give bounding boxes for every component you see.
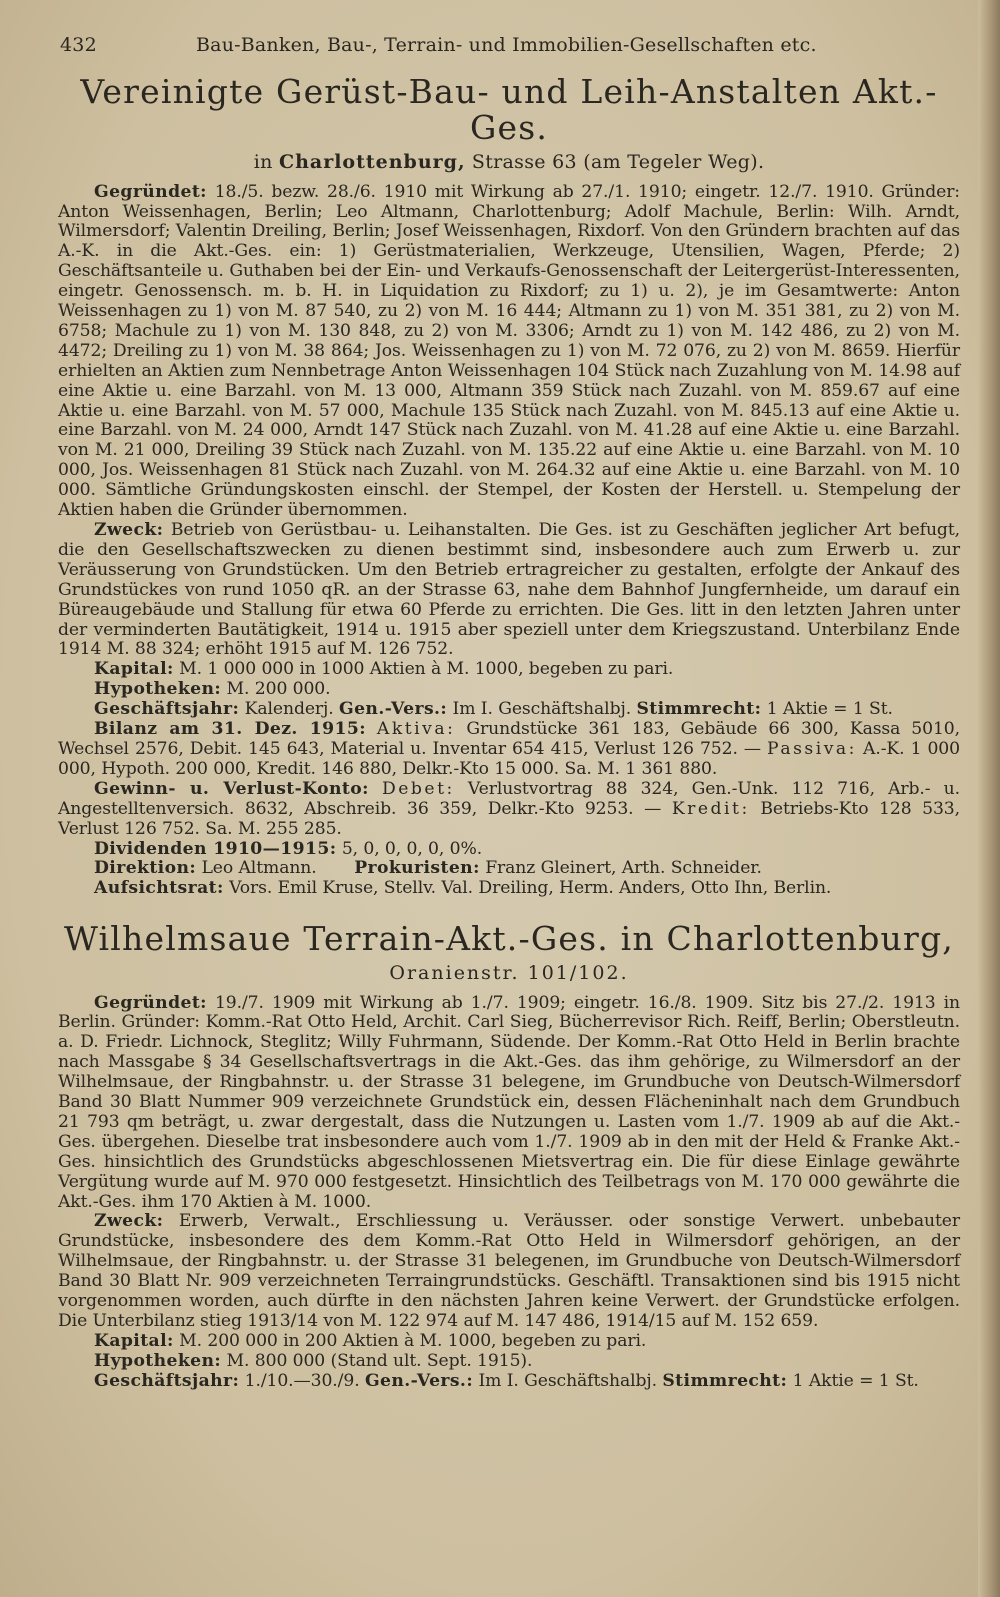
board-label: Direktion: bbox=[94, 858, 197, 879]
gm-text: Im I. Geschäftshalbj. bbox=[452, 699, 632, 720]
supervisory-text: Vors. Emil Kruse, Stellv. Val. Dreiling, Herm. Anders, Otto Ihn, Berlin. bbox=[229, 878, 832, 899]
dividends-label: Dividenden 1910—1915: bbox=[94, 838, 337, 859]
company-1-founding bbox=[58, 183, 960, 521]
company-2-address: Oranienstr. 101/102. bbox=[389, 961, 629, 984]
company-1-capital bbox=[58, 660, 960, 680]
liabilities-label: Passiva: bbox=[767, 738, 857, 759]
purpose-text: Betrieb von Gerüstbau- u. Leihanstalten. Die Ges. ist zu Geschäften jeglicher Art befugt, die den Gesellschaftszwecken zu dienen bestimmt sind, insbesondere auch zum Erwerb u. zur Veräusserung von Grundstücken. Um den Betrieb ertragreicher zu gestalten, erfolgte der Ankauf des Grundstückes von rund 1050 qR. an der Strasse 63, nahe dem Bahnhof Jungfernheide, um darauf ein Büreaugebäude und Stallung für etwa 60 Pferde zu errichten. Die Ges. litt in den letzten Jahren unter der verminderten Bautätigkeit, 1914 u. 1915 aber speziell unter dem Kriegszustand. Unterbilanz Ende 1914 M. 88 324; erhöht 1915 auf M. 126 752. bbox=[58, 520, 960, 660]
company-2-mortgages bbox=[58, 1352, 960, 1372]
gm-label: Gen.-Vers.: bbox=[364, 1370, 474, 1391]
credit-text: Betriebs-Kto 128 533, Verlust 126 752. Sa. M. 255 285. bbox=[58, 798, 960, 839]
procurists-label: Prokuristen: bbox=[354, 858, 480, 879]
dividends-text: 5, 0, 0, 0, 0, 0%. bbox=[341, 838, 483, 859]
company-1-fiscal bbox=[58, 700, 960, 720]
founded-text: 19./7. 1909 mit Wirkung ab 1./7. 1909; eingetr. 16./8. 1909. Sitz bis 27./2. 1913 in Berlin. Gründer: Komm.-Rat Otto Held, Archit. Carl Sieg, Bücherrevisor Rich. Reiff, Berlin; Oberstleutn. a. D. Friedr. Lichnock, Steglitz; Willy Fuhrmann, Südende. Der Komm.-Rat Otto Held in Berlin brachte nach Massgabe § 34 Gesellschaftsvertrags in die Akt.-Ges. das ihm gehörige, zu Wilmersdorf an der Wilhelmsaue, der Ringbahnstr. u. der Strasse 31 belegene, im Grundbuche von Deutsch-Wilmersdorf Band 30 Blatt Nummer 909 verzeichnete Grundstück ein, dessen Flächeninhalt nach dem Grundbuch 21 793 qm beträgt, u. zwar dergestalt, dass die Nutzungen u. Lasten vom 1./7. 1909 ab auf die Akt.-Ges. übergehen. Dieselbe trat insbesondere auch vom 1./7. 1909 ab in den mit der Held & Franke Akt.-Ges. hinsichtlich des Grundstücks abgeschlossenen Mietsvertrag ein. Die für diese Einlage gewährte Vergütung wurde auf M. 970 000 festgesetzt. Hinsichtlich des Teilbetrags von M. 170 000 gewährte die Akt.-Ges. ihm 170 Aktien à M. 1000. bbox=[58, 992, 960, 1212]
company-1-city: Charlottenburg, bbox=[278, 150, 466, 173]
liabilities-text: A.-K. 1 000 000, Hypoth. 200 000, Kredit. 146 880, Delkr.-Kto 15 000. Sa. M. 1 361 880. bbox=[58, 738, 960, 779]
company-entry-1 bbox=[58, 74, 960, 899]
founded-label: Gegründet: bbox=[94, 992, 207, 1013]
running-title: Bau-Banken, Bau-, Terrain- und Immobilien-Gesellschaften etc. bbox=[196, 34, 817, 56]
board-text: Leo Altmann. bbox=[201, 858, 317, 879]
mortgage-text: M. 800 000 (Stand ult. Sept. 1915). bbox=[226, 1350, 533, 1371]
vote-label: Stimmrecht: bbox=[662, 1370, 788, 1391]
purpose-label: Zweck: bbox=[94, 1211, 164, 1232]
fiscal-label: Geschäftsjahr: bbox=[94, 699, 240, 720]
mortgage-text: M. 200 000. bbox=[226, 679, 331, 700]
gm-label: Gen.-Vers.: bbox=[339, 699, 448, 720]
company-2-capital bbox=[58, 1332, 960, 1352]
running-head bbox=[58, 28, 960, 60]
company-1-mortgages bbox=[58, 680, 960, 700]
vote-text: 1 Aktie = 1 St. bbox=[766, 699, 893, 720]
vote-label: Stimmrecht: bbox=[636, 699, 762, 720]
capital-label: Kapital: bbox=[94, 1330, 174, 1351]
mortgage-label: Hypotheken: bbox=[94, 679, 222, 700]
company-2-purpose bbox=[58, 1212, 960, 1331]
company-1-management bbox=[58, 859, 960, 879]
assets-text: Grundstücke 361 183, Gebäude 66 300, Kassa 5010, Wechsel 2576, Debit. 145 643, Material u. Inventar 654 415, Verlust 126 752. — bbox=[58, 719, 960, 759]
fiscal-label: Geschäftsjahr: bbox=[94, 1370, 240, 1391]
founded-text: 18./5. bezw. 28./6. 1910 mit Wirkung ab 27./1. 1910; eingetr. 12./7. 1910. Gründer: Anton Weissenhagen, Berlin; Leo Altmann, Charlottenburg; Adolf Machule, Berlin: Wilh. Arndt, Wilmersdorf; Valentin Dreiling, Berlin; Josef Weissenhagen, Rixdorf. Von den Gründern brachten auf das A.-K. in die Akt.-Ges. ein: 1) Gerüstmaterialien, Werkzeuge, Utensilien, Wagen, Pferde; 2) Geschäftsanteile u. Guthaben bei der Ein- und Verkaufs-Genossenschaft der Leitergerüst-Interessenten, eingetr. Genossensch. m. b. H. in Liquidation zu Rixdorf; zu 1) u. 2), je im Gesamtwerte: Anton Weissenhagen zu 1) von M. 87 540, zu 2) von M. 16 444; Altmann zu 1) von M. 351 381, zu 2) von M. 6758; Machule zu 1) von M. 130 848, zu 2) von M. 3306; Arndt zu 1) von M. 142 486, zu 2) von M. 4472; Dreiling zu 1) von M. 38 864; Jos. Weissenhagen zu 1) von M. 72 076, zu 2) von M. 8659. Hierfür erhielten an Aktien zum Nennbetrage Anton Weissenhagen 104 Stück nach Zuzahlung von M. 14.98 auf eine Aktie u. eine Barzahl. von M. 13 000, Altmann 359 Stück nach Zuzahl. von M. 859.67 auf eine Aktie u. eine Barzahl. von M. 57 000, Machule 135 Stück nach Zuzahl. von M. 845.13 auf eine Aktie u. eine Barzahl. von M. 24 000, Arndt 147 Stück nach Zuzahl. von M. 41.28 auf eine Aktie u. eine Barzahl. von M. 21 000, Dreiling 39 Stück nach Zuzahl. von M. 135.22 auf eine Aktie u. eine Barzahl. von M. 10 000, Jos. Weissenhagen 81 Stück nach Zuzahl. von M. 264.32 auf eine Aktie u. eine Barzahl. von M. 10 000. Sämtliche Gründungskosten einschl. der Stempel, der Kosten der Herstell. u. Stempelung der Aktien haben die Gründer übernommen. bbox=[58, 181, 960, 521]
company-1-balance bbox=[58, 720, 960, 780]
company-2-fiscal bbox=[58, 1372, 960, 1392]
supervisory-label: Aufsichtsrat: bbox=[94, 878, 224, 899]
procurists-text: Franz Gleinert, Arth. Schneider. bbox=[485, 858, 762, 879]
capital-text: M. 1 000 000 in 1000 Aktien à M. 1000, begeben zu pari. bbox=[179, 659, 674, 680]
debit-label: Debet: bbox=[381, 778, 455, 799]
credit-label: Kredit: bbox=[671, 798, 750, 819]
gm-text: Im I. Geschäftshalbj. bbox=[478, 1370, 657, 1391]
company-entry-2 bbox=[58, 921, 960, 1391]
capital-text: M. 200 000 in 200 Aktien à M. 1000, begeben zu pari. bbox=[179, 1330, 647, 1351]
balance-label: Bilanz am 31. Dez. 1915: bbox=[94, 719, 366, 740]
purpose-label: Zweck: bbox=[94, 520, 164, 540]
company-1-location bbox=[58, 151, 960, 173]
fiscal-text: Kalenderj. bbox=[244, 699, 334, 720]
company-2-founding bbox=[58, 994, 960, 1213]
fiscal-text: 1./10.—30./9. bbox=[244, 1370, 360, 1391]
pl-label: Gewinn- u. Verlust-Konto: bbox=[94, 778, 369, 799]
company-1-profit-loss bbox=[58, 780, 960, 840]
company-1-supervisory bbox=[58, 879, 960, 899]
purpose-text: Erwerb, Verwalt., Erschliessung u. Veräusser. oder sonstige Verwert. unbebauter Grundstücke, insbesondere des dem Komm.-Rat Otto Held in Wilmersdorf gehörigen, an der Wilhelmsaue, der Ringbahnstr. u. der Strasse 31 belegenen, im Grundbuche von Deutsch-Wilmersdorf Band 30 Blatt Nr. 909 verzeichneten Terraingrundstücks. Geschäftl. Transaktionen sind bis 1915 nicht vorgenommen worden, auch dürfte in den nächsten Jahren keine Verwert. der Grundstücke erfolgen. Die Unterbilanz stieg 1913/14 von M. 122 974 auf M. 147 486, 1914/15 auf M. 152 659. bbox=[58, 1211, 960, 1332]
assets-label: Aktiva: bbox=[376, 719, 456, 740]
company-1-purpose bbox=[58, 521, 960, 660]
debit-text: Verlustvortrag 88 324, Gen.-Unk. 112 716, Arb.- u. Angestelltenversich. 8632, Abschreib. 36 359, Delkr.-Kto 9253. — bbox=[58, 778, 960, 819]
company-2-title: Wilhelmsaue Terrain-Akt.-Ges. in Charlottenburg, bbox=[64, 919, 954, 959]
capital-label: Kapital: bbox=[94, 659, 174, 680]
mortgage-label: Hypotheken: bbox=[94, 1350, 222, 1371]
company-1-dividends bbox=[58, 840, 960, 860]
company-1-location-pre: in bbox=[253, 150, 273, 173]
vote-text: 1 Aktie = 1 St. bbox=[792, 1370, 919, 1391]
founded-label: Gegründet: bbox=[94, 181, 207, 202]
book-spine-shadow bbox=[978, 0, 1000, 1597]
company-1-title: Vereinigte Gerüst-Bau- und Leih-Anstalten Akt.-Ges. bbox=[80, 72, 938, 148]
page-number: 432 bbox=[60, 34, 97, 56]
company-1-address: Strasse 63 (am Tegeler Weg). bbox=[471, 150, 765, 173]
